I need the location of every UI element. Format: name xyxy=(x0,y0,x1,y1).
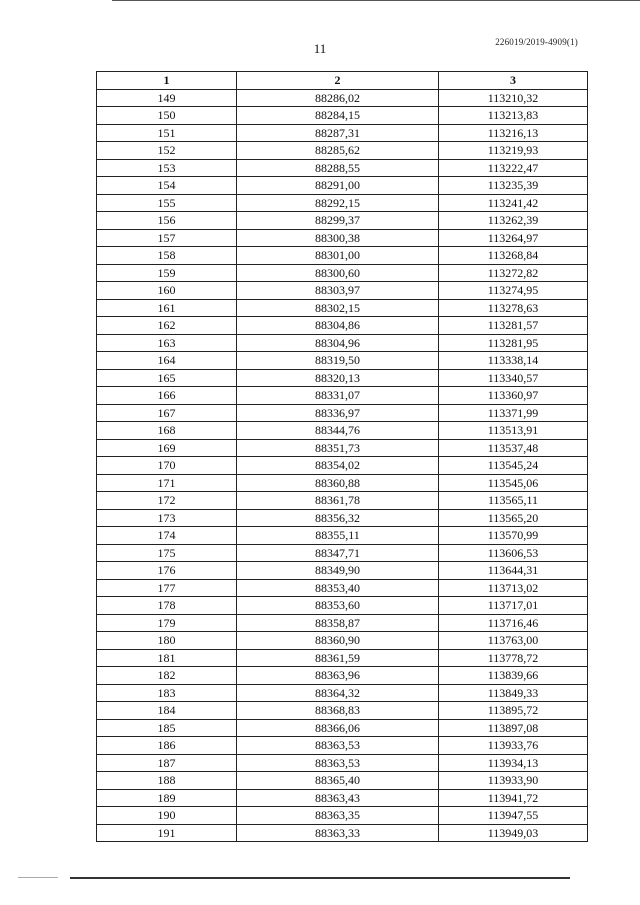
x-coordinate-cell: 88354,02 xyxy=(237,457,439,475)
point-number-cell: 187 xyxy=(97,754,237,772)
x-coordinate-cell: 88320,13 xyxy=(237,369,439,387)
point-number-cell: 191 xyxy=(97,824,237,842)
point-number-cell: 182 xyxy=(97,667,237,685)
x-coordinate-cell: 88302,15 xyxy=(237,299,439,317)
point-number-cell: 169 xyxy=(97,439,237,457)
point-number-cell: 164 xyxy=(97,352,237,370)
table-row xyxy=(97,317,588,335)
table-row xyxy=(97,737,588,755)
table-row xyxy=(97,772,588,790)
x-coordinate-cell: 88360,90 xyxy=(237,632,439,650)
y-coordinate-cell: 113210,32 xyxy=(439,89,588,107)
point-number-cell: 149 xyxy=(97,89,237,107)
x-coordinate-cell: 88363,33 xyxy=(237,824,439,842)
table-row xyxy=(97,247,588,265)
y-coordinate-cell: 113281,57 xyxy=(439,317,588,335)
x-coordinate-cell: 88292,15 xyxy=(237,194,439,212)
table-row xyxy=(97,439,588,457)
y-coordinate-cell: 113281,95 xyxy=(439,334,588,352)
y-coordinate-cell: 113241,42 xyxy=(439,194,588,212)
x-coordinate-cell: 88301,00 xyxy=(237,247,439,265)
point-number-cell: 159 xyxy=(97,264,237,282)
column-header: 2 xyxy=(237,72,439,90)
x-coordinate-cell: 88347,71 xyxy=(237,544,439,562)
point-number-cell: 180 xyxy=(97,632,237,650)
y-coordinate-cell: 113219,93 xyxy=(439,142,588,160)
table-row xyxy=(97,142,588,160)
point-number-cell: 188 xyxy=(97,772,237,790)
x-coordinate-cell: 88336,97 xyxy=(237,404,439,422)
point-number-cell: 177 xyxy=(97,579,237,597)
table-row xyxy=(97,754,588,772)
document-number: 226019/2019-4909(1) xyxy=(495,37,578,47)
point-number-cell: 154 xyxy=(97,177,237,195)
x-coordinate-cell: 88363,96 xyxy=(237,667,439,685)
point-number-cell: 150 xyxy=(97,107,237,125)
x-coordinate-cell: 88361,78 xyxy=(237,492,439,510)
x-coordinate-cell: 88300,38 xyxy=(237,229,439,247)
point-number-cell: 155 xyxy=(97,194,237,212)
table-row xyxy=(97,457,588,475)
table-row xyxy=(97,212,588,230)
point-number-cell: 165 xyxy=(97,369,237,387)
x-coordinate-cell: 88288,55 xyxy=(237,159,439,177)
x-coordinate-cell: 88363,35 xyxy=(237,807,439,825)
y-coordinate-cell: 113545,06 xyxy=(439,474,588,492)
point-number-cell: 152 xyxy=(97,142,237,160)
point-number-cell: 178 xyxy=(97,597,237,615)
table-row xyxy=(97,789,588,807)
y-coordinate-cell: 113941,72 xyxy=(439,789,588,807)
y-coordinate-cell: 113222,47 xyxy=(439,159,588,177)
point-number-cell: 153 xyxy=(97,159,237,177)
table-row xyxy=(97,89,588,107)
table-row xyxy=(97,562,588,580)
point-number-cell: 166 xyxy=(97,387,237,405)
y-coordinate-cell: 113216,13 xyxy=(439,124,588,142)
point-number-cell: 183 xyxy=(97,684,237,702)
point-number-cell: 181 xyxy=(97,649,237,667)
y-coordinate-cell: 113713,02 xyxy=(439,579,588,597)
x-coordinate-cell: 88365,40 xyxy=(237,772,439,790)
table-row xyxy=(97,369,588,387)
y-coordinate-cell: 113235,39 xyxy=(439,177,588,195)
point-number-cell: 172 xyxy=(97,492,237,510)
y-coordinate-cell: 113763,00 xyxy=(439,632,588,650)
y-coordinate-cell: 113264,97 xyxy=(439,229,588,247)
point-number-cell: 189 xyxy=(97,789,237,807)
y-coordinate-cell: 113371,99 xyxy=(439,404,588,422)
y-coordinate-cell: 113278,63 xyxy=(439,299,588,317)
point-number-cell: 176 xyxy=(97,562,237,580)
x-coordinate-cell: 88304,96 xyxy=(237,334,439,352)
table-header-row xyxy=(97,72,588,90)
table-row xyxy=(97,579,588,597)
y-coordinate-cell: 113340,57 xyxy=(439,369,588,387)
y-coordinate-cell: 113644,31 xyxy=(439,562,588,580)
table-row xyxy=(97,544,588,562)
x-coordinate-cell: 88331,07 xyxy=(237,387,439,405)
point-number-cell: 151 xyxy=(97,124,237,142)
table-row xyxy=(97,597,588,615)
table-row xyxy=(97,614,588,632)
bottom-rule xyxy=(70,877,570,879)
point-number-cell: 173 xyxy=(97,509,237,527)
point-number-cell: 163 xyxy=(97,334,237,352)
coordinates-table xyxy=(96,71,588,842)
y-coordinate-cell: 113839,66 xyxy=(439,667,588,685)
x-coordinate-cell: 88287,31 xyxy=(237,124,439,142)
x-coordinate-cell: 88363,53 xyxy=(237,737,439,755)
x-coordinate-cell: 88363,53 xyxy=(237,754,439,772)
x-coordinate-cell: 88304,86 xyxy=(237,317,439,335)
y-coordinate-cell: 113545,24 xyxy=(439,457,588,475)
x-coordinate-cell: 88360,88 xyxy=(237,474,439,492)
table-row xyxy=(97,422,588,440)
x-coordinate-cell: 88291,00 xyxy=(237,177,439,195)
table-row xyxy=(97,229,588,247)
table-row xyxy=(97,509,588,527)
point-number-cell: 157 xyxy=(97,229,237,247)
y-coordinate-cell: 113933,76 xyxy=(439,737,588,755)
x-coordinate-cell: 88285,62 xyxy=(237,142,439,160)
y-coordinate-cell: 113934,13 xyxy=(439,754,588,772)
table-row xyxy=(97,299,588,317)
y-coordinate-cell: 113849,33 xyxy=(439,684,588,702)
table-row xyxy=(97,387,588,405)
x-coordinate-cell: 88284,15 xyxy=(237,107,439,125)
table-body xyxy=(97,89,588,842)
table-row xyxy=(97,474,588,492)
y-coordinate-cell: 113716,46 xyxy=(439,614,588,632)
point-number-cell: 168 xyxy=(97,422,237,440)
table-row xyxy=(97,492,588,510)
y-coordinate-cell: 113778,72 xyxy=(439,649,588,667)
x-coordinate-cell: 88300,60 xyxy=(237,264,439,282)
y-coordinate-cell: 113272,82 xyxy=(439,264,588,282)
table-row xyxy=(97,194,588,212)
x-coordinate-cell: 88364,32 xyxy=(237,684,439,702)
x-coordinate-cell: 88286,02 xyxy=(237,89,439,107)
point-number-cell: 158 xyxy=(97,247,237,265)
x-coordinate-cell: 88353,60 xyxy=(237,597,439,615)
table-row xyxy=(97,124,588,142)
y-coordinate-cell: 113897,08 xyxy=(439,719,588,737)
point-number-cell: 186 xyxy=(97,737,237,755)
point-number-cell: 185 xyxy=(97,719,237,737)
point-number-cell: 162 xyxy=(97,317,237,335)
point-number-cell: 174 xyxy=(97,527,237,545)
table-row xyxy=(97,177,588,195)
x-coordinate-cell: 88366,06 xyxy=(237,719,439,737)
x-coordinate-cell: 88344,76 xyxy=(237,422,439,440)
table-row xyxy=(97,282,588,300)
y-coordinate-cell: 113949,03 xyxy=(439,824,588,842)
column-header: 1 xyxy=(97,72,237,90)
table-row xyxy=(97,264,588,282)
table-row xyxy=(97,159,588,177)
x-coordinate-cell: 88351,73 xyxy=(237,439,439,457)
page-number: 11 xyxy=(313,41,327,56)
point-number-cell: 184 xyxy=(97,702,237,720)
x-coordinate-cell: 88303,97 xyxy=(237,282,439,300)
table-row xyxy=(97,632,588,650)
point-number-cell: 179 xyxy=(97,614,237,632)
table-row xyxy=(97,352,588,370)
y-coordinate-cell: 113513,91 xyxy=(439,422,588,440)
table-row xyxy=(97,824,588,842)
point-number-cell: 160 xyxy=(97,282,237,300)
point-number-cell: 171 xyxy=(97,474,237,492)
y-coordinate-cell: 113213,83 xyxy=(439,107,588,125)
y-coordinate-cell: 113933,90 xyxy=(439,772,588,790)
y-coordinate-cell: 113606,53 xyxy=(439,544,588,562)
y-coordinate-cell: 113895,72 xyxy=(439,702,588,720)
point-number-cell: 156 xyxy=(97,212,237,230)
x-coordinate-cell: 88361,59 xyxy=(237,649,439,667)
point-number-cell: 175 xyxy=(97,544,237,562)
x-coordinate-cell: 88356,32 xyxy=(237,509,439,527)
x-coordinate-cell: 88368,83 xyxy=(237,702,439,720)
x-coordinate-cell: 88358,87 xyxy=(237,614,439,632)
point-number-cell: 170 xyxy=(97,457,237,475)
x-coordinate-cell: 88353,40 xyxy=(237,579,439,597)
x-coordinate-cell: 88363,43 xyxy=(237,789,439,807)
y-coordinate-cell: 113565,11 xyxy=(439,492,588,510)
y-coordinate-cell: 113268,84 xyxy=(439,247,588,265)
x-coordinate-cell: 88355,11 xyxy=(237,527,439,545)
table-row xyxy=(97,667,588,685)
top-rule xyxy=(112,0,640,1)
column-header: 3 xyxy=(439,72,588,90)
y-coordinate-cell: 113338,14 xyxy=(439,352,588,370)
table-row xyxy=(97,334,588,352)
point-number-cell: 167 xyxy=(97,404,237,422)
x-coordinate-cell: 88349,90 xyxy=(237,562,439,580)
scan-artifact xyxy=(18,877,58,878)
y-coordinate-cell: 113570,99 xyxy=(439,527,588,545)
table-row xyxy=(97,719,588,737)
point-number-cell: 161 xyxy=(97,299,237,317)
y-coordinate-cell: 113565,20 xyxy=(439,509,588,527)
table-row xyxy=(97,684,588,702)
point-number-cell: 190 xyxy=(97,807,237,825)
y-coordinate-cell: 113717,01 xyxy=(439,597,588,615)
y-coordinate-cell: 113537,48 xyxy=(439,439,588,457)
y-coordinate-cell: 113262,39 xyxy=(439,212,588,230)
x-coordinate-cell: 88319,50 xyxy=(237,352,439,370)
table-row xyxy=(97,649,588,667)
y-coordinate-cell: 113360,97 xyxy=(439,387,588,405)
table-row xyxy=(97,702,588,720)
table-row xyxy=(97,107,588,125)
table-row xyxy=(97,404,588,422)
x-coordinate-cell: 88299,37 xyxy=(237,212,439,230)
y-coordinate-cell: 113274,95 xyxy=(439,282,588,300)
table-row xyxy=(97,527,588,545)
y-coordinate-cell: 113947,55 xyxy=(439,807,588,825)
table-row xyxy=(97,807,588,825)
